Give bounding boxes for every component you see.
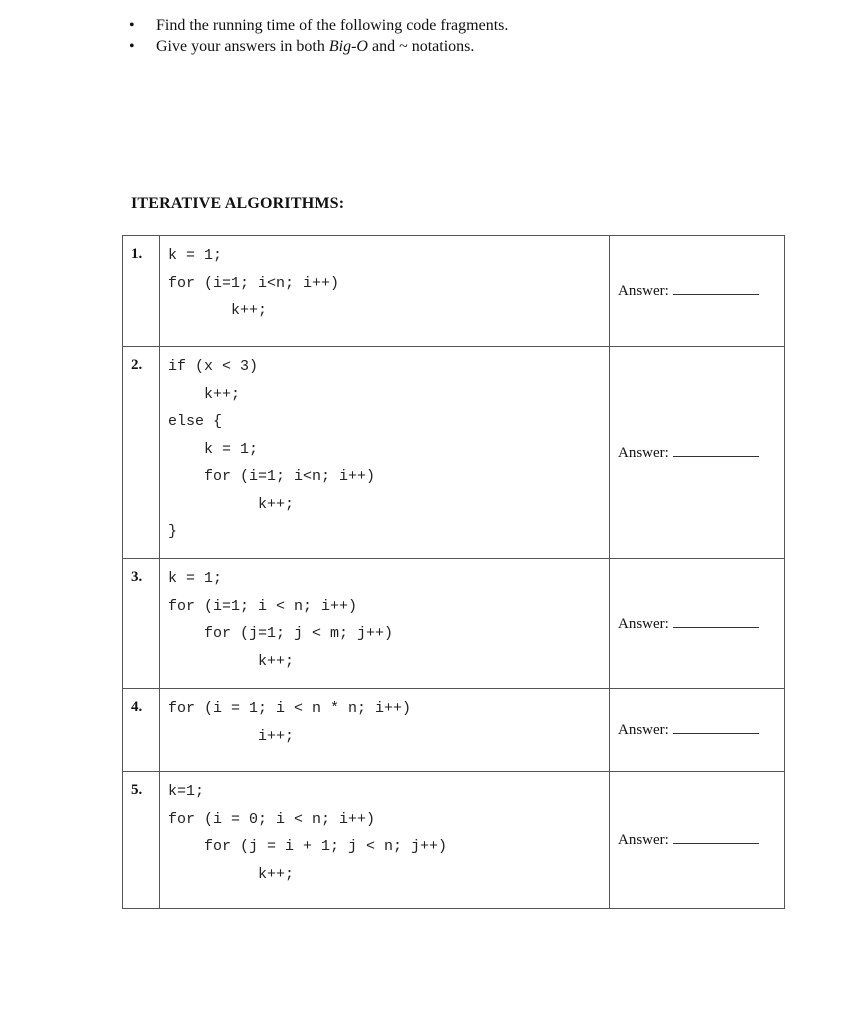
answer-blank[interactable]	[673, 282, 759, 295]
answer-blank[interactable]	[673, 615, 759, 628]
instruction-text-prefix: Give your answers in both	[156, 38, 329, 55]
instructions-list	[124, 15, 508, 57]
answer-blank[interactable]	[673, 831, 759, 844]
instruction-text-italic: Big-O	[328, 38, 368, 55]
answer-blank[interactable]	[673, 721, 759, 734]
table-row	[123, 236, 785, 347]
problems-table	[122, 235, 785, 909]
bullet-icon: •	[129, 17, 135, 34]
code-fragment: k = 1; for (i=1; i < n; i++) for (j=1; j < m; j++) k++;	[168, 570, 394, 670]
section-title: ITERATIVE ALGORITHMS:	[131, 195, 345, 212]
answer-cell	[610, 559, 785, 689]
code-cell	[160, 236, 610, 347]
problem-number: 5.	[123, 772, 160, 909]
answer-cell	[610, 347, 785, 559]
table-row	[123, 559, 785, 689]
table-row	[123, 347, 785, 559]
code-fragment: if (x < 3) k++; else { k = 1; for (i=1; i<n; i++) k++; }	[168, 358, 376, 540]
problem-number: 1.	[123, 236, 160, 347]
answer-cell	[610, 772, 785, 909]
answer-label: Answer:	[618, 615, 669, 632]
bullet-icon: •	[129, 38, 135, 55]
problem-number: 2.	[123, 347, 160, 559]
instruction-text: Find the running time of the following code fragments.	[156, 17, 509, 34]
answer-blank[interactable]	[673, 444, 759, 457]
table-row	[123, 772, 785, 909]
answer-cell	[610, 236, 785, 347]
code-fragment: k = 1; for (i=1; i<n; i++) k++;	[168, 247, 340, 319]
answer-label: Answer:	[618, 283, 669, 299]
instruction-item	[124, 36, 508, 57]
code-fragment: for (i = 1; i < n * n; i++) i++;	[168, 700, 412, 745]
answer-label: Answer:	[618, 444, 669, 461]
code-cell	[160, 559, 610, 689]
code-cell	[160, 772, 610, 909]
answer-cell	[610, 689, 785, 772]
problem-number: 4.	[123, 689, 160, 772]
problem-number: 3.	[123, 559, 160, 689]
instruction-item	[124, 15, 508, 36]
code-fragment: k=1; for (i = 0; i < n; i++) for (j = i + 1; j < n; j++) k++;	[168, 783, 448, 883]
table-row	[123, 689, 785, 772]
code-cell	[160, 689, 610, 772]
answer-label: Answer:	[618, 832, 669, 848]
code-cell	[160, 347, 610, 559]
answer-label: Answer:	[618, 722, 669, 738]
instruction-text-suffix: and ~ notations.	[367, 38, 475, 55]
